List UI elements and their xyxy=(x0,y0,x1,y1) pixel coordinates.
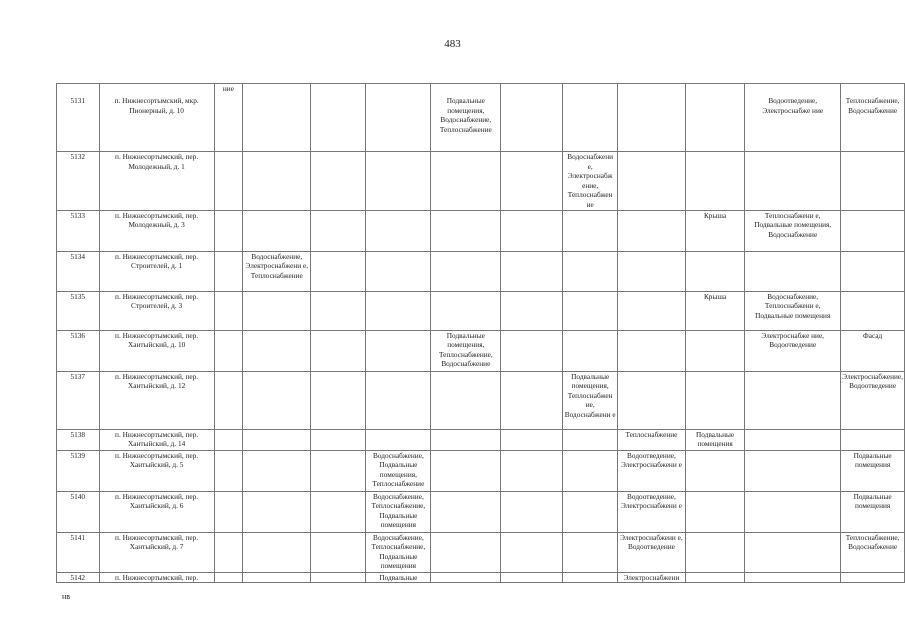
address-cell: п. Нижнесортымский, пер. Хантыйский, д. 5 xyxy=(99,450,214,491)
work-type-cell: Водоснабжение, Электроснабжени е, Теплоснабжение xyxy=(243,251,311,291)
work-type-cell xyxy=(311,84,366,152)
work-type-cell: Крыша xyxy=(685,291,744,330)
work-type-cell: Подвальные помещения, Теплоснабжен ие, Водоснабжени е xyxy=(563,371,617,429)
work-type-cell: Водоснабжение, Теплоснабжение, Подвальные помещения xyxy=(366,532,431,572)
work-type-cell xyxy=(214,330,243,371)
work-type-cell: Подвальные помещения xyxy=(685,429,744,450)
work-type-cell: Водоотведение, Электроснабжени е xyxy=(617,450,685,491)
work-type-cell xyxy=(563,291,617,330)
address-cell: п. Нижнесортымский, пер. Строителей, д. 1 xyxy=(99,251,214,291)
address-cell: п. Нижнесортымский, пер. Строителей, д. 3 xyxy=(99,291,214,330)
work-type-cell xyxy=(563,84,617,152)
work-type-cell xyxy=(431,491,501,532)
work-type-cell xyxy=(243,450,311,491)
work-type-cell xyxy=(311,291,366,330)
work-type-cell xyxy=(311,152,366,211)
work-type-cell: Крыша xyxy=(685,210,744,251)
work-type-cell xyxy=(243,330,311,371)
work-type-cell xyxy=(841,251,905,291)
row-number: 5142 xyxy=(57,572,100,583)
work-type-cell xyxy=(685,84,744,152)
work-type-cell: Теплоснабжение, Водоснабжение xyxy=(841,532,905,572)
address-cell: п. Нижнесортымский, пер. Хантыйский, д. 10 xyxy=(99,330,214,371)
address-cell: п. Нижнесортымский, пер. Молодежный, д. 1 xyxy=(99,152,214,211)
work-type-cell: Электроснабжени е, Водоотведение xyxy=(617,532,685,572)
work-type-cell xyxy=(685,330,744,371)
work-type-cell xyxy=(311,330,366,371)
work-type-cell xyxy=(563,251,617,291)
table-row xyxy=(57,450,905,491)
work-type-cell xyxy=(841,152,905,211)
work-type-cell xyxy=(501,152,563,211)
work-type-cell xyxy=(366,330,431,371)
table-row xyxy=(57,491,905,532)
work-type-cell xyxy=(243,152,311,211)
address-cell: п. Нижнесортымский, мкр. Пионерный, д. 10 xyxy=(99,84,214,152)
work-type-cell: Водоснабжение, Подвальные помещения, Теплоснабжение xyxy=(366,450,431,491)
work-type-cell xyxy=(214,291,243,330)
row-number: 5141 xyxy=(57,532,100,572)
work-type-cell xyxy=(311,491,366,532)
work-type-cell xyxy=(617,84,685,152)
work-type-cell xyxy=(841,291,905,330)
work-type-cell: Теплоснабжение xyxy=(617,429,685,450)
row-number: 5131 xyxy=(57,84,100,152)
work-type-cell xyxy=(366,429,431,450)
work-type-cell xyxy=(685,491,744,532)
work-type-cell xyxy=(563,572,617,583)
work-type-cell xyxy=(563,450,617,491)
work-type-cell xyxy=(563,429,617,450)
row-number: 5136 xyxy=(57,330,100,371)
address-cell: п. Нижнесортымский, пер. xyxy=(99,572,214,583)
work-type-cell xyxy=(214,572,243,583)
work-type-cell: Водоотведение, Электроснабже ние xyxy=(745,84,841,152)
work-type-cell xyxy=(431,251,501,291)
work-type-cell xyxy=(366,291,431,330)
work-type-cell xyxy=(745,532,841,572)
work-type-cell xyxy=(685,371,744,429)
row-number: 5139 xyxy=(57,450,100,491)
work-type-cell xyxy=(745,450,841,491)
work-type-cell xyxy=(431,210,501,251)
table-row xyxy=(57,84,905,152)
work-type-cell: Подвальные помещения, Теплоснабжение, Водоснабжение xyxy=(431,330,501,371)
work-type-cell xyxy=(617,152,685,211)
row-number: 5134 xyxy=(57,251,100,291)
address-cell: п. Нижнесортымский, пер. Хантыйский, д. 12 xyxy=(99,371,214,429)
work-type-cell xyxy=(617,291,685,330)
work-type-cell xyxy=(431,152,501,211)
footer-text: нв xyxy=(62,592,71,601)
work-type-cell: Фасад xyxy=(841,330,905,371)
table-row xyxy=(57,572,905,583)
work-type-cell xyxy=(745,152,841,211)
work-type-cell xyxy=(431,532,501,572)
work-type-cell xyxy=(501,291,563,330)
work-type-cell xyxy=(311,251,366,291)
address-cell: п. Нижнесортымский, пер. Хантыйский, д. 7 xyxy=(99,532,214,572)
work-type-cell: Электроснабже ние, Водоотведение xyxy=(745,330,841,371)
work-type-cell xyxy=(214,532,243,572)
work-type-cell: Теплоснабжени е, Подвальные помещения, Водоснабжение xyxy=(745,210,841,251)
table-row xyxy=(57,532,905,572)
row-number: 5137 xyxy=(57,371,100,429)
work-type-cell: Подвальные помещения, Водоснабжение, Теплоснабжение xyxy=(431,84,501,152)
work-type-cell xyxy=(685,572,744,583)
work-type-cell xyxy=(366,251,431,291)
work-type-cell: Подвальные помещения xyxy=(841,491,905,532)
table-row xyxy=(57,152,905,211)
work-type-cell xyxy=(366,84,431,152)
work-type-cell xyxy=(501,572,563,583)
work-type-cell xyxy=(841,572,905,583)
work-type-cell xyxy=(745,429,841,450)
work-type-cell xyxy=(243,291,311,330)
work-type-cell xyxy=(685,152,744,211)
work-type-cell xyxy=(214,429,243,450)
work-type-cell xyxy=(366,152,431,211)
work-type-cell: Подвальные помещения xyxy=(841,450,905,491)
work-type-cell xyxy=(617,210,685,251)
work-type-cell xyxy=(563,330,617,371)
address-cell: п. Нижнесортымский, пер. Хантыйский, д. 6 xyxy=(99,491,214,532)
table-row xyxy=(57,371,905,429)
work-type-cell xyxy=(501,450,563,491)
work-type-cell xyxy=(431,371,501,429)
row-number: 5140 xyxy=(57,491,100,532)
page-number: 483 xyxy=(444,38,461,50)
table-row xyxy=(57,210,905,251)
work-schedule-table xyxy=(56,83,905,583)
work-type-cell xyxy=(501,532,563,572)
work-type-cell xyxy=(214,491,243,532)
work-type-cell xyxy=(431,429,501,450)
work-type-cell xyxy=(501,330,563,371)
work-type-cell xyxy=(501,491,563,532)
table-row xyxy=(57,429,905,450)
work-type-cell xyxy=(311,450,366,491)
work-type-cell xyxy=(431,291,501,330)
work-type-cell xyxy=(745,491,841,532)
work-type-cell: Водоотведение, Электроснабжени е xyxy=(617,491,685,532)
work-type-cell: Водоснабжени е, Электроснабж ение, Теплоснабжен ие xyxy=(563,152,617,211)
work-type-cell xyxy=(243,371,311,429)
work-type-cell xyxy=(563,532,617,572)
work-type-cell xyxy=(431,450,501,491)
table-row xyxy=(57,330,905,371)
work-type-cell xyxy=(243,84,311,152)
work-type-cell xyxy=(243,210,311,251)
work-type-cell xyxy=(745,572,841,583)
work-type-cell xyxy=(243,572,311,583)
work-type-cell: Водоснабжение, Теплоснабжени е, Подвальные помещения xyxy=(745,291,841,330)
work-type-cell xyxy=(501,429,563,450)
work-type-cell xyxy=(617,251,685,291)
work-type-cell xyxy=(501,84,563,152)
work-type-cell xyxy=(243,491,311,532)
work-type-cell xyxy=(685,251,744,291)
work-type-cell xyxy=(745,371,841,429)
work-type-cell xyxy=(214,251,243,291)
row-number: 5133 xyxy=(57,210,100,251)
work-type-cell: Электроснабжение, Водоотведение xyxy=(841,371,905,429)
work-type-cell xyxy=(311,532,366,572)
row-number: 5135 xyxy=(57,291,100,330)
work-type-cell xyxy=(841,210,905,251)
continued-text: ние xyxy=(222,84,234,93)
work-type-cell xyxy=(501,210,563,251)
work-type-cell xyxy=(311,429,366,450)
table-row xyxy=(57,251,905,291)
work-type-cell: Электроснабжени xyxy=(617,572,685,583)
work-type-cell xyxy=(311,210,366,251)
work-type-cell xyxy=(563,210,617,251)
work-type-cell xyxy=(431,572,501,583)
work-type-cell: Теплоснабжение, Водоснабжение xyxy=(841,84,905,152)
work-type-cell xyxy=(501,251,563,291)
work-type-cell xyxy=(366,371,431,429)
work-type-cell xyxy=(214,210,243,251)
work-type-cell: Водоснабжение, Теплоснабжение, Подвальные помещения xyxy=(366,491,431,532)
work-type-cell: Подвальные xyxy=(366,572,431,583)
row-number: 5132 xyxy=(57,152,100,211)
work-type-cell xyxy=(501,371,563,429)
work-type-cell xyxy=(243,532,311,572)
work-type-cell xyxy=(243,429,311,450)
work-type-cell xyxy=(617,371,685,429)
work-type-cell xyxy=(685,532,744,572)
work-type-cell xyxy=(841,429,905,450)
work-type-cell xyxy=(311,572,366,583)
work-type-cell xyxy=(214,450,243,491)
work-type-cell xyxy=(685,450,744,491)
work-type-cell xyxy=(214,152,243,211)
work-type-cell xyxy=(214,371,243,429)
address-cell: п. Нижнесортымский, пер. Хантыйский, д. 14 xyxy=(99,429,214,450)
table-row xyxy=(57,291,905,330)
work-type-cell xyxy=(214,84,243,152)
row-number: 5138 xyxy=(57,429,100,450)
work-type-cell xyxy=(311,371,366,429)
work-type-cell xyxy=(563,491,617,532)
address-cell: п. Нижнесортымский, пер. Молодежный, д. 3 xyxy=(99,210,214,251)
work-type-cell xyxy=(617,330,685,371)
work-type-cell xyxy=(745,251,841,291)
work-type-cell xyxy=(366,210,431,251)
